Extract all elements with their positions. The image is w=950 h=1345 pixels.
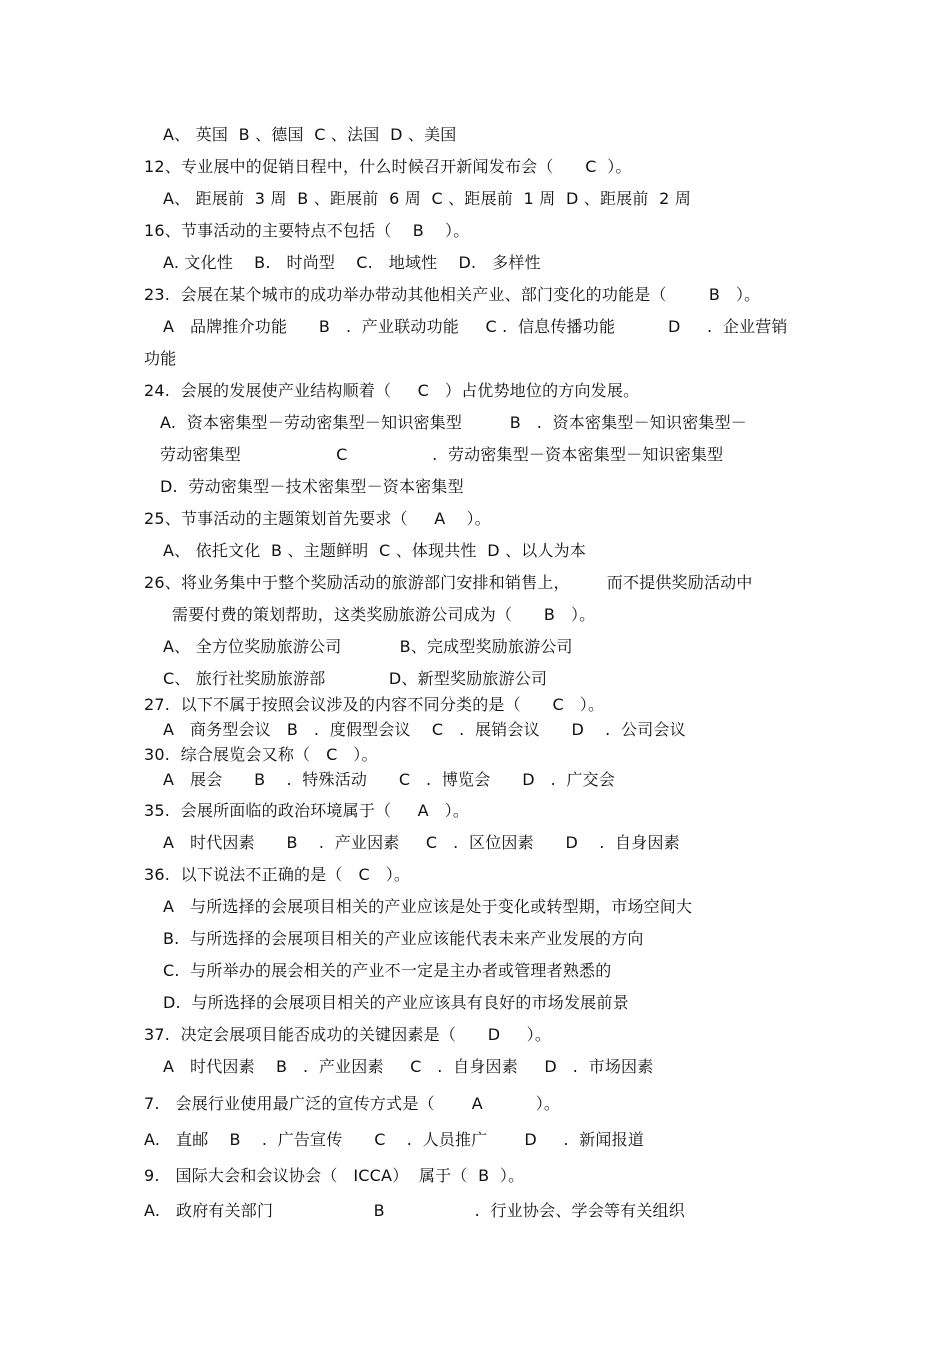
option-line: A. 文化性 B. 时尚型 C. 地域性 D. 多样性	[163, 253, 541, 272]
question-line-continued: 需要付费的策划帮助，这类奖励旅游公司成为（ B ）。	[172, 605, 596, 624]
question-line: 9. 国际大会和会议协会（ ICCA） 属于（ B ）。	[144, 1166, 525, 1185]
question-line: 23. 会展在某个城市的成功举办带动其他相关产业、部门变化的功能是（ B ）。	[144, 285, 761, 304]
question-line: 25、节事活动的主题策划首先要求（ A ）。	[144, 509, 491, 528]
option-line: A. 政府有关部门 B . 行业协会、学会等有关组织	[144, 1201, 685, 1220]
option-line: 劳动密集型 C . 劳动密集型－资本密集型－知识密集型	[160, 445, 724, 464]
option-line: A. 资本密集型－劳动密集型－知识密集型 B . 资本密集型－知识密集型－	[160, 413, 747, 432]
question-line: 36. 以下说法不正确的是（ C ）。	[144, 865, 411, 884]
question-line: 35. 会展所面临的政治环境属于（ A ）。	[144, 801, 470, 820]
option-line: A 时代因素 B . 产业因素 C . 区位因素 D . 自身因素	[163, 833, 680, 852]
option-line: A 展会 B . 特殊活动 C . 博览会 D . 广交会	[163, 770, 616, 789]
option-line: A 时代因素 B . 产业因素 C . 自身因素 D . 市场因素	[163, 1057, 654, 1076]
option-line: D. 与所选择的会展项目相关的产业应该具有良好的市场发展前景	[163, 993, 629, 1012]
option-line: A、 距展前 3 周 B 、距展前 6 周 C 、距展前 1 周 D 、距展前 2 周	[163, 189, 692, 208]
option-line: A 商务型会议 B . 度假型会议 C . 展销会议 D . 公司会议	[163, 720, 686, 739]
question-line: 30. 综合展览会又称（ C ）。	[144, 745, 378, 764]
question-line: 27. 以下不属于按照会议涉及的内容不同分类的是（ C ）。	[144, 695, 605, 714]
question-line: 24. 会展的发展使产业结构顺着（ C ）占优势地位的方向发展。	[144, 381, 640, 400]
option-line: A、 依托文化 B 、主题鲜明 C 、体现共性 D 、以人为本	[163, 541, 587, 560]
option-line: C. 与所举办的展会相关的产业不一定是主办者或管理者熟悉的	[163, 961, 612, 980]
question-line: 7. 会展行业使用最广泛的宣传方式是（ A ）。	[144, 1094, 561, 1113]
question-line: 12、专业展中的促销日程中，什么时候召开新闻发布会（ C ）。	[144, 157, 632, 176]
option-line: A 与所选择的会展项目相关的产业应该是处于变化或转型期，市场空间大	[163, 897, 693, 916]
question-line: 26、将业务集中于整个奖励活动的旅游部门安排和销售上， 而不提供奖励活动中	[144, 573, 753, 592]
option-line: A、 全方位奖励旅游公司 B、完成型奖励旅游公司	[163, 637, 573, 656]
option-line: A 品牌推介功能 B . 产业联动功能 C . 信息传播功能 D . 企业营销	[163, 317, 788, 336]
option-line: D. 劳动密集型－技术密集型－资本密集型	[160, 477, 464, 496]
question-line: 37. 决定会展项目能否成功的关键因素是（ D ）。	[144, 1025, 552, 1044]
option-line: A. 直邮 B . 广告宣传 C . 人员推广 D . 新闻报道	[144, 1130, 645, 1149]
question-line: 16、节事活动的主要特点不包括（ B ）。	[144, 221, 470, 240]
option-line: C、 旅行社奖励旅游部 D、新型奖励旅游公司	[163, 669, 548, 688]
option-line-continued: 功能	[144, 349, 177, 368]
option-line: B. 与所选择的会展项目相关的产业应该能代表未来产业发展的方向	[163, 929, 644, 948]
option-line: A、 英国 B 、德国 C 、法国 D 、美国	[163, 125, 457, 144]
